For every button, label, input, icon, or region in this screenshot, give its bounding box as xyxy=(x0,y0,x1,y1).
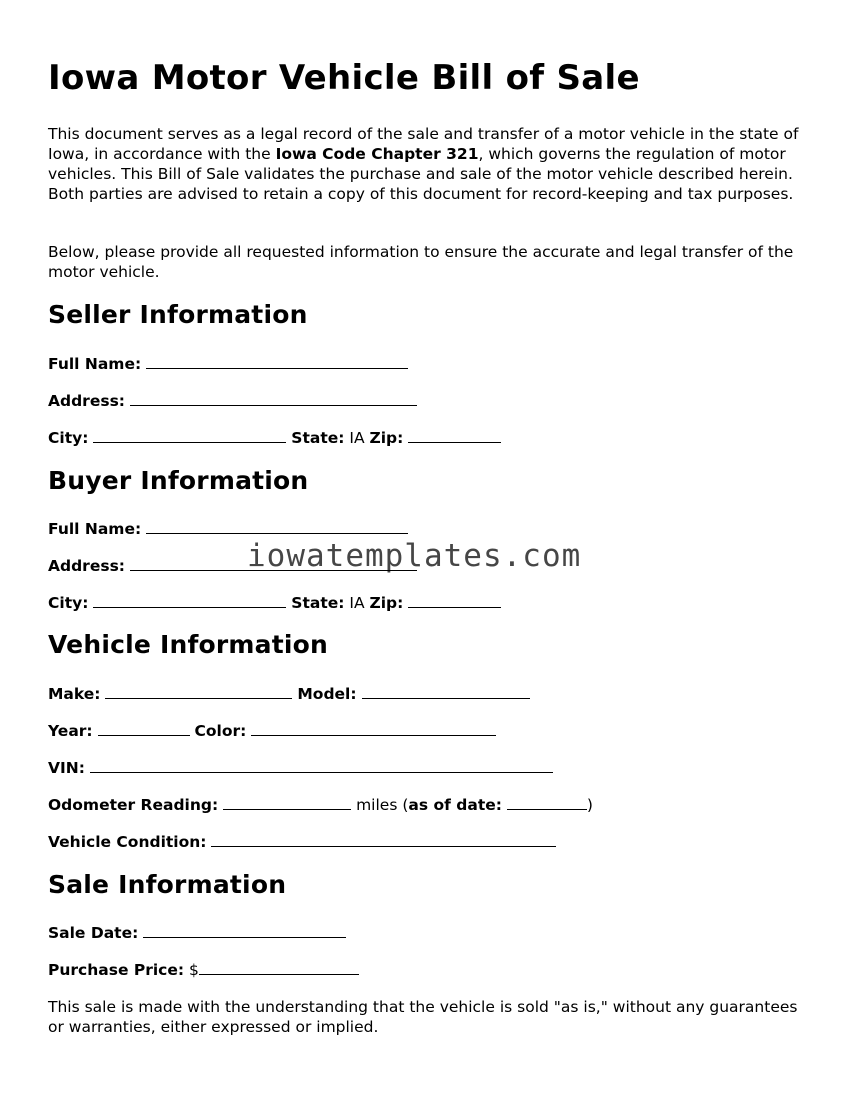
seller-zip-label: Zip: xyxy=(369,429,404,447)
vehicle-condition-row xyxy=(48,832,556,852)
sale-price-field[interactable] xyxy=(199,960,359,975)
buyer-address-field[interactable] xyxy=(130,556,417,571)
intro-text-2: , which governs the regulation of motor vehicles. This Bill of Sale validates the purchase and sale of the motor vehicle described herein. Both parties are advised to retain a copy of this document for record-keeping and tax purposes. xyxy=(48,145,794,203)
vehicle-year-color-row xyxy=(48,721,496,741)
disclaimer-paragraph: This sale is made with the understanding that the vehicle is sold "as is," without any guarantees or warranties, either expressed or implied. xyxy=(48,998,798,1036)
seller-full-name-row xyxy=(48,354,408,374)
intro-code-reference: Iowa Code Chapter 321 xyxy=(275,145,479,163)
buyer-city-label: City: xyxy=(48,594,89,612)
seller-full-name-label: Full Name: xyxy=(48,355,142,373)
buyer-state-value: IA xyxy=(349,594,365,612)
vehicle-condition-field[interactable] xyxy=(211,832,556,847)
watermark-text: iowatemplates.com xyxy=(247,538,582,574)
seller-address-field[interactable] xyxy=(130,391,417,406)
vehicle-odometer-label: Odometer Reading: xyxy=(48,796,219,814)
seller-address-label: Address: xyxy=(48,392,125,410)
vehicle-close-paren: ) xyxy=(586,796,593,814)
intro-paragraph xyxy=(48,124,818,204)
seller-zip-field[interactable] xyxy=(408,428,501,443)
currency-symbol: $ xyxy=(189,961,199,979)
sale-heading: Sale Information xyxy=(48,870,287,899)
vehicle-vin-label: VIN: xyxy=(48,759,85,777)
vehicle-odometer-field[interactable] xyxy=(223,795,351,810)
vehicle-make-field[interactable] xyxy=(105,684,292,699)
seller-address-row xyxy=(48,391,417,411)
vehicle-color-field[interactable] xyxy=(251,721,496,736)
vehicle-miles-text: miles ( xyxy=(356,796,409,814)
buyer-heading: Buyer Information xyxy=(48,466,309,495)
vehicle-color-label: Color: xyxy=(194,722,247,740)
vehicle-vin-row xyxy=(48,758,553,778)
instructions-paragraph: Below, please provide all requested information to ensure the accurate and legal transfer of the motor vehicle. xyxy=(48,243,794,281)
seller-city-label: City: xyxy=(48,429,89,447)
sale-date-field[interactable] xyxy=(143,923,346,938)
vehicle-model-field[interactable] xyxy=(362,684,530,699)
vehicle-vin-field[interactable] xyxy=(90,758,553,773)
buyer-full-name-label: Full Name: xyxy=(48,520,142,538)
sale-date-row xyxy=(48,923,346,943)
vehicle-year-label: Year: xyxy=(48,722,93,740)
intro-text-1: This document serves as a legal record of the sale and transfer of a motor vehicle in the state of Iowa, in accordance with the xyxy=(48,125,799,163)
vehicle-condition-label: Vehicle Condition: xyxy=(48,833,207,851)
vehicle-make-label: Make: xyxy=(48,685,101,703)
buyer-full-name-field[interactable] xyxy=(146,519,408,534)
seller-state-value: IA xyxy=(349,429,365,447)
seller-city-row xyxy=(48,428,501,448)
buyer-state-label: State: xyxy=(291,594,345,612)
sale-price-row xyxy=(48,960,359,980)
seller-city-field[interactable] xyxy=(93,428,286,443)
buyer-address-label: Address: xyxy=(48,557,125,575)
buyer-full-name-row xyxy=(48,519,408,539)
seller-heading: Seller Information xyxy=(48,300,308,329)
seller-full-name-field[interactable] xyxy=(146,354,408,369)
buyer-city-row xyxy=(48,593,501,613)
vehicle-odometer-row xyxy=(48,795,593,815)
sale-date-label: Sale Date: xyxy=(48,924,139,942)
buyer-city-field[interactable] xyxy=(93,593,286,608)
document-title: Iowa Motor Vehicle Bill of Sale xyxy=(48,58,640,98)
vehicle-as-of-date-label: as of date: xyxy=(408,796,502,814)
vehicle-year-field[interactable] xyxy=(98,721,190,736)
vehicle-model-label: Model: xyxy=(297,685,357,703)
buyer-zip-field[interactable] xyxy=(408,593,501,608)
sale-price-label: Purchase Price: xyxy=(48,961,185,979)
vehicle-make-model-row xyxy=(48,684,530,704)
buyer-zip-label: Zip: xyxy=(369,594,404,612)
vehicle-heading: Vehicle Information xyxy=(48,630,329,659)
vehicle-as-of-date-field[interactable] xyxy=(507,795,587,810)
buyer-address-row xyxy=(48,556,417,576)
seller-state-label: State: xyxy=(291,429,345,447)
